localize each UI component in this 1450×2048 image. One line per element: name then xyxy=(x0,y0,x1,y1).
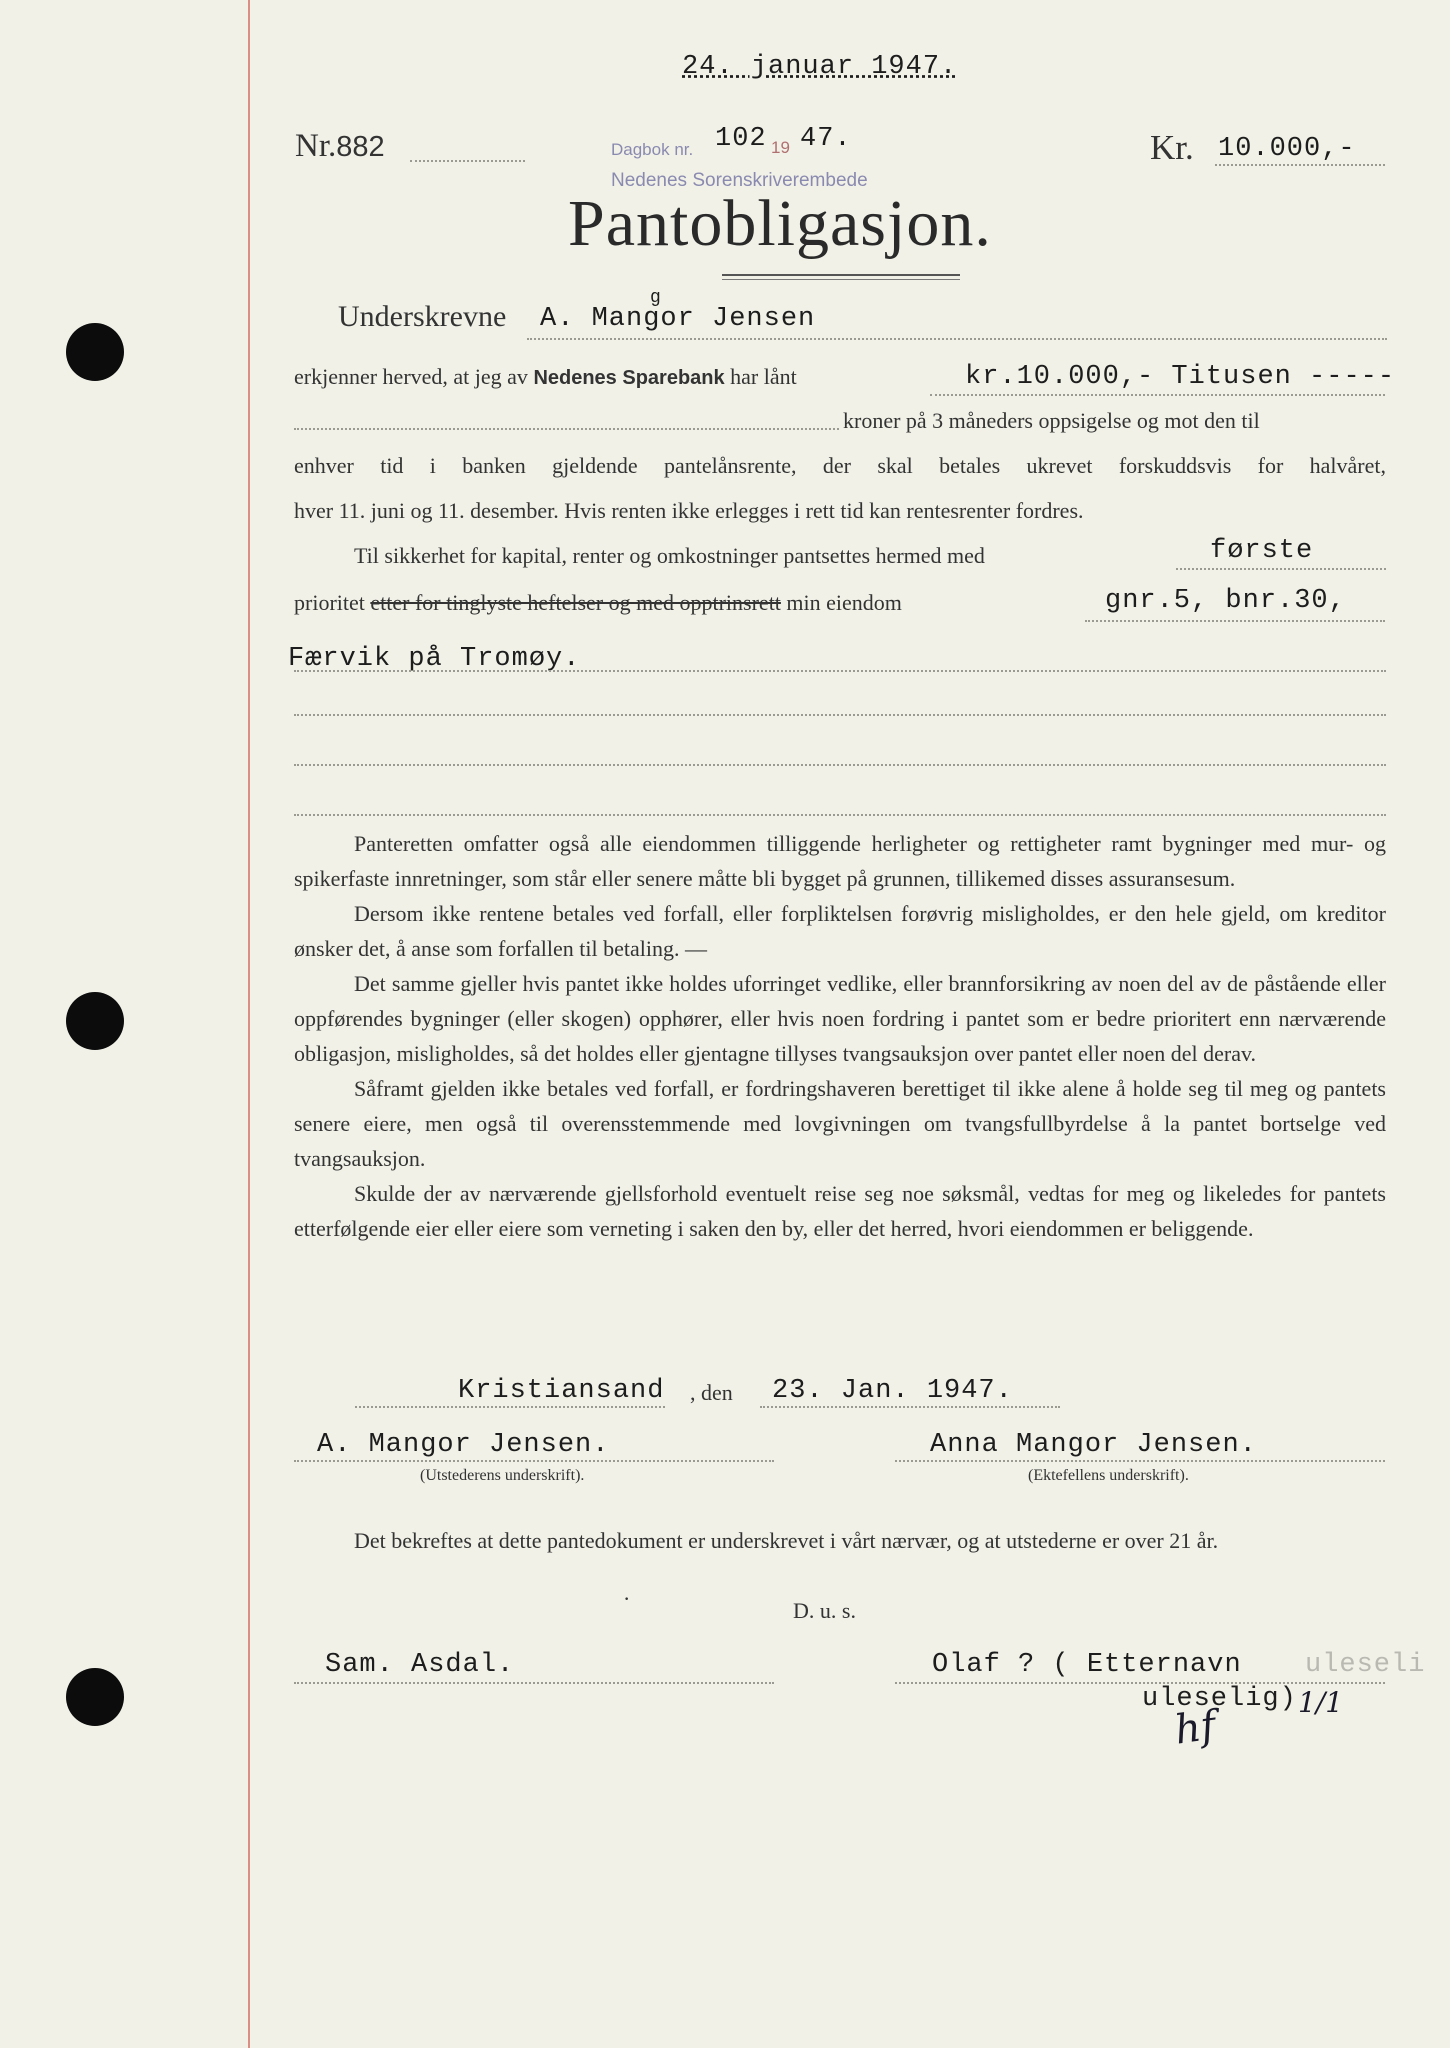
dagbok-office: Nedenes Sorenskriverembede xyxy=(611,170,868,191)
dotted-line xyxy=(294,1682,774,1684)
issuer-signature: A. Mangor Jensen. xyxy=(317,1430,610,1460)
margin-line xyxy=(248,0,250,2048)
paragraph: Såframt gjelden ikke betales ved forfall, er fordringshaveren berettiget til ikke alene å holde seg til meg og pantets senere eiere, men også til overensstemmende med lovgivningen om tvangsfullbyrdelse å la pantet bortselge ved tvangsauksjon. xyxy=(294,1076,1386,1171)
title-rule xyxy=(722,279,960,280)
undersigned-label xyxy=(338,300,506,334)
acknowledge-line xyxy=(294,364,797,390)
dagbok-label: Dagbok nr. xyxy=(611,140,694,159)
priority-value: første xyxy=(1210,536,1314,566)
dagbok-year-prefix: 19 xyxy=(771,138,790,157)
acknowledge-text-a: erkjenner herved, at jeg av xyxy=(294,364,528,389)
undersigned-label-text: Underskrevne xyxy=(338,300,507,333)
amount-label: Kr. xyxy=(1150,128,1194,167)
priority-text: min eiendom xyxy=(786,590,902,615)
property-location: Færvik på Tromøy. xyxy=(288,644,581,674)
bank-name: Nedenes Sparebank xyxy=(533,367,725,389)
paragraph: Skulde der av nærværende gjellsforhold eventuelt reise seg noe søksmål, vedtas for meg og likeledes for pantets etterfølgende eier eller eiere som verneting i saken den by, eller det herred, hvori eiendommen er beliggende. xyxy=(294,1181,1386,1241)
spouse-signature: Anna Mangor Jensen. xyxy=(930,1430,1257,1460)
loan-amount: kr.10.000,- Titusen ----- xyxy=(965,362,1396,392)
dotted-line xyxy=(294,714,1386,716)
paragraph: Panteretten omfatter også alle eiendommen tilliggende herligheter og rettigheter ramt bygninger med mur- og spikerfaste innretninger, som står eller senere måtte bli bygget på grunnen, tillikemed disses assuransesum. xyxy=(294,831,1386,891)
dus: D. u. s. xyxy=(793,1598,856,1623)
doc-number-label: Nr. xyxy=(295,128,337,164)
place: Kristiansand xyxy=(458,1376,665,1406)
dotted-line xyxy=(294,814,1386,816)
initials: hf xyxy=(1171,1702,1219,1754)
punch-hole xyxy=(66,1668,124,1726)
header-date: 24. januar 1947. xyxy=(682,52,958,82)
acknowledge-text-b: har lånt xyxy=(730,364,797,389)
dagbok-stamp xyxy=(611,140,693,160)
punch-hole xyxy=(66,992,124,1050)
witness-2: Olaf ? ( Etternavn xyxy=(932,1650,1242,1680)
punch-hole xyxy=(66,323,124,381)
dotted-line xyxy=(527,338,1387,340)
struck-text: etter for tinglyste heftelser og med opptrinsrett xyxy=(370,590,781,615)
faded-text: uleseli xyxy=(1305,1650,1426,1680)
terms-paragraphs xyxy=(294,826,1386,1246)
dotted-line xyxy=(1176,568,1386,570)
dot-mark: · xyxy=(623,1586,631,1611)
title-rule xyxy=(722,274,960,276)
dotted-line xyxy=(895,1460,1385,1462)
dotted-line xyxy=(294,428,839,430)
terms-line: kroner på 3 måneders oppsigelse og mot den til xyxy=(843,408,1260,433)
doc-number-value: 882 xyxy=(336,131,385,163)
dates-line: hver 11. juni og 11. desember. Hvis renten ikke erlegges i rett tid kan rentesrenter fordres. xyxy=(294,498,1084,523)
dotted-line xyxy=(294,764,1386,766)
dotted-line xyxy=(760,1406,1060,1408)
dotted-line xyxy=(1085,620,1385,622)
property-ref: gnr.5, bnr.30, xyxy=(1105,586,1346,616)
dagbok-year: 47. xyxy=(800,124,852,154)
witness-2-line2: uleselig) xyxy=(1142,1684,1297,1714)
document-title: Pantobligasjon. xyxy=(568,187,992,260)
dotted-line xyxy=(895,1682,1385,1684)
security-line: Til sikkerhet for kapital, renter og omkostninger pantsettes hermed med xyxy=(354,543,985,568)
interest-line: enhver tid i banken gjeldende pantelånsrente, der skal betales ukrevet forskuddsvis for halvåret, xyxy=(294,453,1386,478)
sign-date: 23. Jan. 1947. xyxy=(772,1376,1013,1406)
paragraph: Dersom ikke rentene betales ved forfall, eller forpliktelsen forøvrig misligholdes, er den hele gjeld, om kreditor ønsker det, å anse som forfallen til betaling. — xyxy=(294,901,1386,961)
witness-1: Sam. Asdal. xyxy=(325,1650,515,1680)
dotted-line xyxy=(355,1406,665,1408)
dotted-line xyxy=(410,160,525,162)
undersigned-name: A. Mangor Jensen xyxy=(540,304,816,334)
dotted-line xyxy=(1215,164,1385,166)
confirmation-text: Det bekreftes at dette pantedokument er underskrevet i vårt nærvær, og at utstederne er over 21 år. xyxy=(354,1528,1219,1553)
dotted-line xyxy=(294,1460,774,1462)
fraction-mark: 1/1 xyxy=(1298,1686,1344,1719)
amount-value: 10.000,- xyxy=(1218,134,1356,164)
correction-mark: g xyxy=(650,288,662,308)
paragraph: Det samme gjeller hvis pantet ikke holdes uforringet vedlike, eller brannforsikring av noen del av de påstående eller oppførendes bygninger (eller skogen) opphører, eller hvis noen fordring i pantet som er bedre prioritert enn nærværende obligasjon, misligholdes, så det holdes eller gjentagne tillyses tvangsauksjon over pantet eller noen del derav. xyxy=(294,971,1386,1066)
dotted-line xyxy=(294,670,1386,672)
dagbok-number: 102 xyxy=(715,124,767,154)
issuer-caption: (Utstederens underskrift). xyxy=(420,1467,585,1484)
dotted-line xyxy=(930,394,1385,396)
place-date-sep: , den xyxy=(690,1380,733,1405)
spouse-caption: (Ektefellens underskrift). xyxy=(1028,1467,1189,1484)
priority-label: prioritet xyxy=(294,590,365,615)
priority-line xyxy=(294,590,902,616)
doc-number xyxy=(295,128,385,165)
